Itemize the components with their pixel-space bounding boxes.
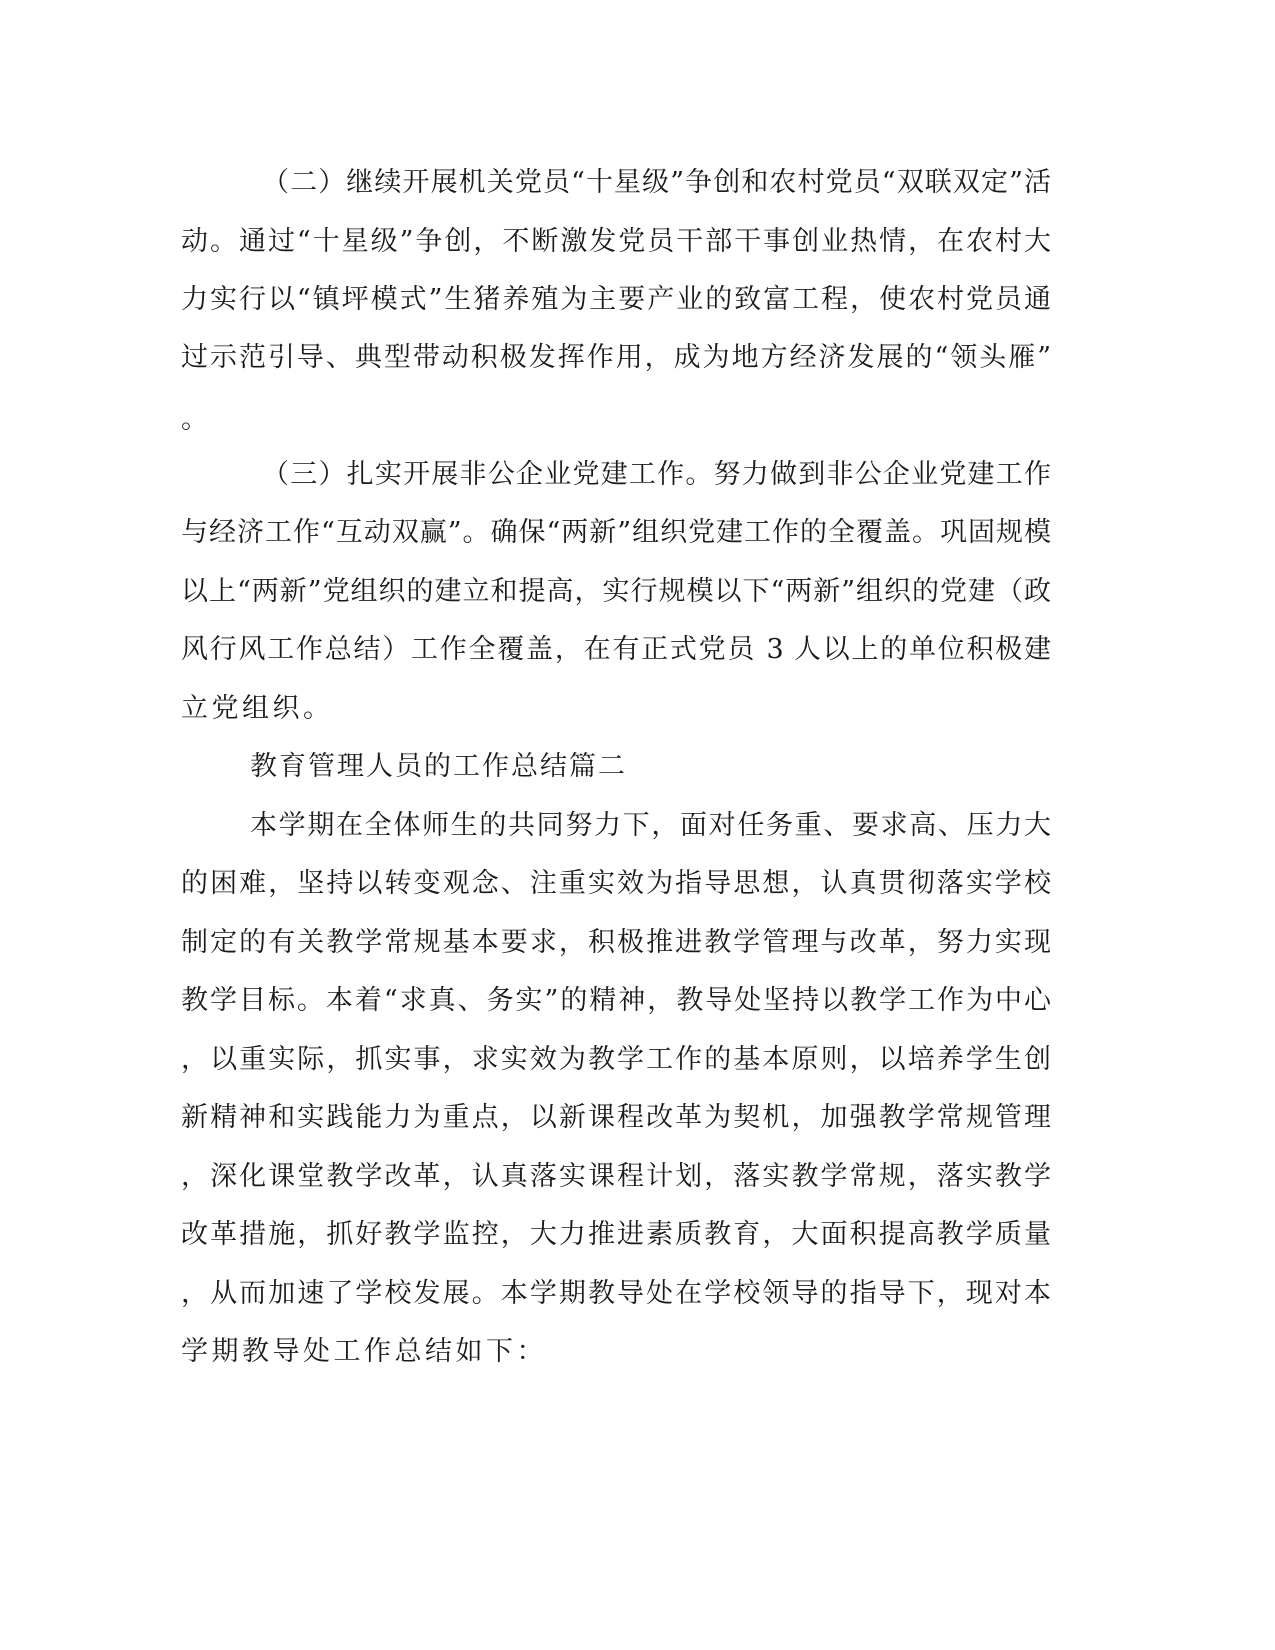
body-line-3: 制定的有关教学常规基本要求，积极推进教学管理与改革，努力实现 bbox=[181, 927, 1051, 958]
body-line-5: ，以重实际，抓实事，求实效为教学工作的基本原则，以培养学生创 bbox=[181, 1044, 1051, 1075]
paragraph-2-line-1: （二）继续开展机关党员“十星级”争创和农村党员“双联双定”活 bbox=[262, 167, 1051, 198]
section-heading: 教育管理人员的工作总结篇二 bbox=[250, 751, 627, 782]
body-line-10: 学期教导处工作总结如下： bbox=[181, 1336, 547, 1367]
body-line-8: 改革措施，抓好教学监控，大力推进素质教育，大面积提高教学质量 bbox=[181, 1219, 1051, 1250]
paragraph-3-line-3: 以上“两新”党组织的建立和提高，实行规模以下“两新”组织的党建（政 bbox=[181, 576, 1051, 607]
paragraph-3-line-2: 与经济工作“互动双赢”。确保“两新”组织党建工作的全覆盖。巩固规模 bbox=[181, 517, 1051, 548]
body-line-6: 新精神和实践能力为重点，以新课程改革为契机，加强教学常规管理 bbox=[181, 1102, 1051, 1133]
body-line-1: 本学期在全体师生的共同努力下，面对任务重、要求高、压力大 bbox=[250, 810, 1051, 841]
body-line-7: ，深化课堂教学改革，认真落实课程计划，落实教学常规，落实教学 bbox=[181, 1161, 1051, 1192]
body-line-4: 教学目标。本着“求真、务实”的精神，教导处坚持以教学工作为中心 bbox=[181, 985, 1051, 1016]
body-line-9: ，从而加速了学校发展。本学期教导处在学校领导的指导下，现对本 bbox=[181, 1278, 1051, 1309]
paragraph-3-line-5: 立党组织。 bbox=[181, 693, 334, 724]
paragraph-2-line-5: 。 bbox=[181, 404, 212, 435]
paragraph-3-line-1: （三）扎实开展非公企业党建工作。努力做到非公企业党建工作 bbox=[262, 459, 1051, 490]
paragraph-2-line-4: 过示范引导、典型带动积极发挥作用，成为地方经济发展的“领头雁” bbox=[181, 342, 1051, 373]
paragraph-3-line-4: 风行风工作总结）工作全覆盖，在有正式党员 3 人以上的单位积极建 bbox=[181, 634, 1051, 665]
paragraph-2-line-2: 动。通过“十星级”争创，不断激发党员干部干事创业热情，在农村大 bbox=[181, 226, 1051, 257]
paragraph-2-line-3: 力实行以“镇坪模式”生猪养殖为主要产业的致富工程，使农村党员通 bbox=[181, 284, 1051, 315]
body-line-2: 的困难，坚持以转变观念、注重实效为指导思想，认真贯彻落实学校 bbox=[181, 868, 1051, 899]
